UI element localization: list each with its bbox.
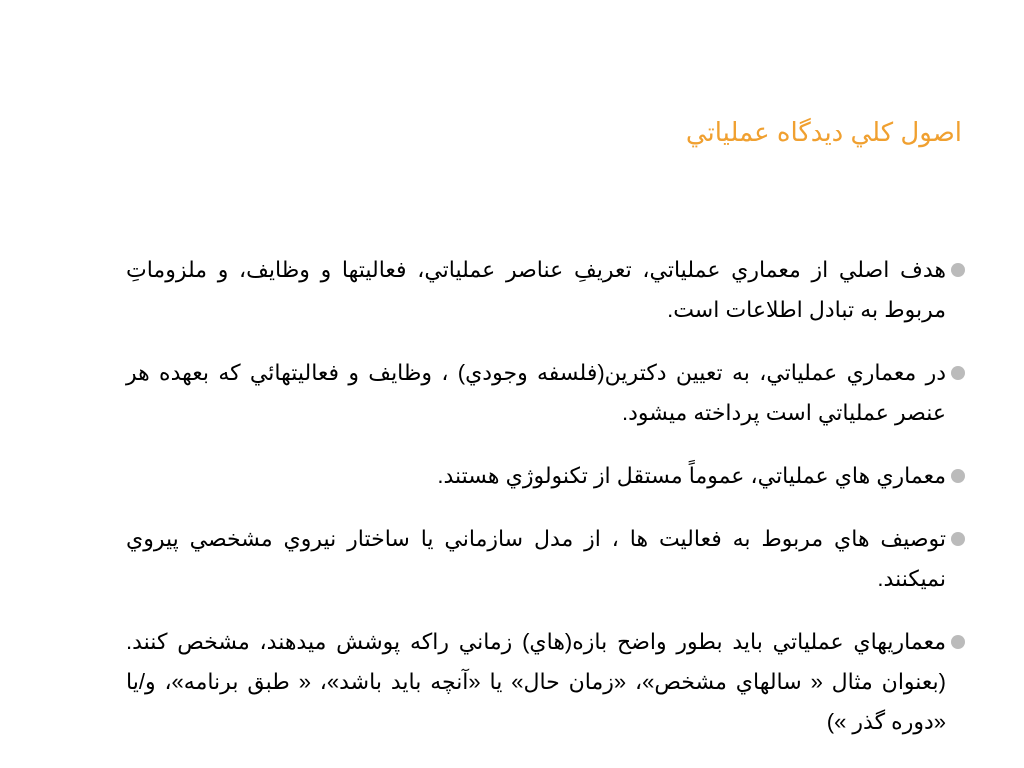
bullet-dot-icon (951, 532, 965, 546)
bullet-item (126, 250, 946, 330)
bullet-text: معماريهاي عملياتي بايد بطور واضح بازه(هاي) زماني راكه پوشش ميدهند، مشخص كنند.(بعنوان مثال « سالهاي مشخص»، «زمان حال» يا «آنچه بايد باشد»، « طبق برنامه»، و/يا «دوره گذر ») (126, 629, 946, 734)
bullet-item (126, 519, 946, 599)
bullet-dot-icon (951, 635, 965, 649)
bullet-item (126, 456, 946, 496)
bullet-dot-icon (951, 469, 965, 483)
slide-title: اصول كلي ديدگاه عملياتي (685, 117, 962, 147)
bullet-item (126, 622, 946, 742)
bullet-list (126, 250, 946, 765)
bullet-text: توصيف هاي مربوط به فعاليت ها ، از مدل سازماني يا ساختار نيروي مشخصي پيروي نميكنند. (126, 526, 946, 591)
bullet-text: در معماري عملياتي، به تعيين دكترين(فلسفه وجودي) ، وظايف و فعاليتهائي كه بعهده هر عنصر عملياتي است پرداخته ميشود. (126, 360, 946, 425)
bullet-dot-icon (951, 263, 965, 277)
bullet-text: معماري هاي عملياتي، عموماً مستقل از تكنولوژي هستند. (437, 463, 946, 488)
bullet-item (126, 353, 946, 433)
bullet-text: هدف اصلي از معماري عملياتي، تعريفِ عناصر عملياتي، فعاليتها و وظايف، و ملزوماتِ مربوط به تبادل اطلاعات است. (126, 257, 946, 322)
bullet-dot-icon (951, 366, 965, 380)
